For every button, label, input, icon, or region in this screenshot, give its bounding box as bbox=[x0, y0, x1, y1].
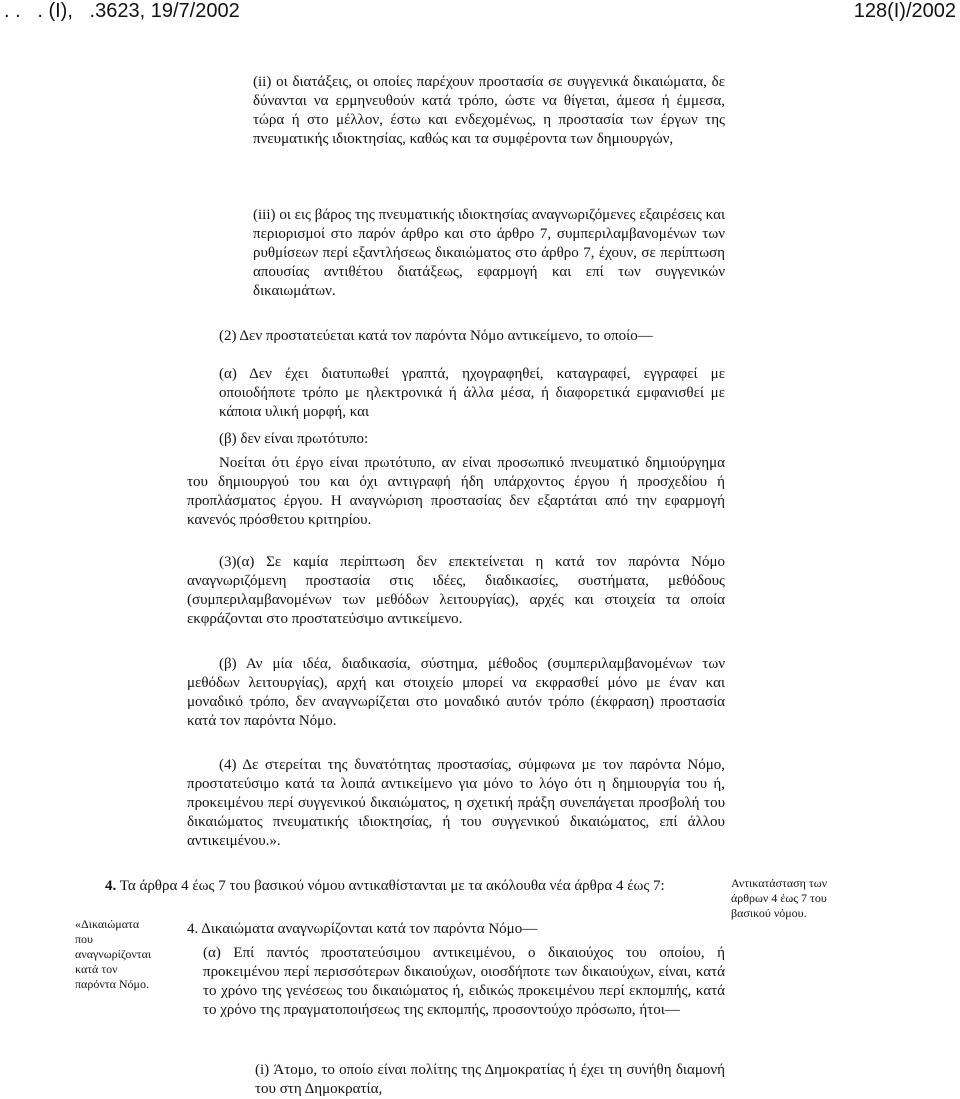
clause-iii: (iii) οι εις βάρος της πνευματικής ιδιοκτησίας αναγνωριζόμενες εξαιρέσεις και περιορισμοί στο παρόν άρθρο και στο άρθρο 7, συμπεριλαμβανομένων των ρυθμίσεων περί εξαντλήσεως δικαιώματος στο άρθρο 7, έχουν, σε περίπτωση απουσίας αντιθέτου διατάξεως, εφαρμογή και επί των συγγενικών δικαιωμάτων. bbox=[253, 207, 725, 299]
new-article-4-item-i: (i) Άτομο, το οποίο είναι πολίτης της Δημοκρατίας ή έχει τη συνήθη διαμονή του στη Δημοκρατία, bbox=[255, 1062, 725, 1097]
subsection-3a: (3)(α) Σε καμία περίπτωση δεν επεκτείνεται η κατά τον παρόντα Νόμο αναγνωριζόμενη προστασία στις ιδέες, διαδικασίες, συστήματα, μεθόδους (συμπεριλαμβανομένων των μεθόδων λειτουργίας), αρχές και στοιχεία τα οποία εκφράζονται στο προστατεύσιμο αντικείμενο. bbox=[187, 554, 725, 627]
proviso-paragraph: Νοείται ότι έργο είναι πρωτότυπο, αν είναι προσωπικό πνευματικό δημιούργημα του δημιουργού του και όχι αντιγραφή ήδη υπάρχοντος έργου ή προσχεδίου ή προπλάσματος έργου. Η αναγνώριση προστασίας δεν εξαρτάται από την εφαρμογή κανενός πρόσθετου κριτηρίου. bbox=[187, 455, 725, 528]
new-article-4-title: 4. Δικαιώματα αναγνωρίζονται κατά τον παρόντα Νόμο— bbox=[187, 921, 538, 937]
subsection-2: (2) Δεν προστατεύεται κατά τον παρόντα Νόμο αντικείμενο, το οποίο— bbox=[219, 328, 653, 344]
section-4-amendment bbox=[105, 877, 665, 896]
subsection-4: (4) Δε στερείται της δυνατότητας προστασίας, σύμφωνα με τον παρόντα Νόμο, προστατεύσιμο κατά τα λοιπά αντικείμενο για μόνο το λόγο ότι η δημιουργία του ή, προκειμένου περί συγγενικού δικαιώματος, η σχετική πράξη συνεπάγεται προσβολή του δικαιώματος πνευματικής ιδιοκτησίας, ή του συγγενικού δικαιώματος, επί άλλου αντικειμένου.». bbox=[187, 757, 725, 849]
margin-note-left: «Δικαιώματα που αναγνωρίζονται κατά τον παρόντα Νόμο. bbox=[75, 917, 152, 991]
gazette-reference: . . . (I), .3623, 19/7/2002 bbox=[4, 0, 240, 22]
new-article-4-item-a: (α) Επί παντός προστατεύσιμου αντικειμένου, ο δικαιούχος του οποίου, ή προκειμένου περί περισσότερων δικαιούχων, οιοσδήποτε των δικαιούχων, είναι, κατά το χρόνο της γενέσεως του δικαιώματος ή, ειδικώς προκειμένου περί εκπομπής, κατά το χρόνο της πραγματοποιήσεως της εκπομπής, προσοντούχο πρόσωπο, ήτοι— bbox=[203, 945, 725, 1018]
law-number: 128(I)/2002 bbox=[853, 0, 956, 22]
section-4-text: Τα άρθρα 4 έως 7 του βασικού νόμου αντικαθίστανται με τα ακόλουθα νέα άρθρα 4 έως 7: bbox=[116, 878, 665, 894]
item-a: (α) Δεν έχει διατυπωθεί γραπτά, ηχογραφηθεί, καταγραφεί, εγγραφεί με οποιοδήποτε τρόπο με ηλεκτρονικά ή άλλα μέσα, ή διαφορετικά εμφανισθεί με κάποια υλική μορφή, και bbox=[219, 366, 725, 420]
subsection-3b: (β) Αν μία ιδέα, διαδικασία, σύστημα, μέθοδος (συμπεριλαμβανομένων των μεθόδων λειτουργίας), αρχή και στοιχείο μπορεί να εκφρασθεί μόνο με έναν και μοναδικό τρόπο, δεν αναγνωρίζεται στο μοναδικό αυτόν τρόπο (έκφραση) προστασία κατά τον παρόντα Νόμο. bbox=[187, 656, 725, 729]
page-header bbox=[0, 0, 960, 30]
margin-note-right: Αντικατάσταση των άρθρων 4 έως 7 του βασικού νόμου. bbox=[731, 876, 828, 920]
clause-ii: (ii) οι διατάξεις, οι οποίες παρέχουν προστασία σε συγγενικά δικαιώματα, δε δύνανται να ερμηνευθούν κατά τρόπο, ώστε να θίγεται, άμεσα ή έμμεσα, τώρα ή στο μέλλον, έστω και ενδεχομένως, η προστασία των έργων της πνευματικής ιδιοκτησίας, καθώς και τα συμφέροντα των δημιουργών, bbox=[253, 74, 725, 147]
section-number: 4. bbox=[105, 878, 117, 894]
item-b: (β) δεν είναι πρωτότυπο: bbox=[219, 431, 369, 447]
